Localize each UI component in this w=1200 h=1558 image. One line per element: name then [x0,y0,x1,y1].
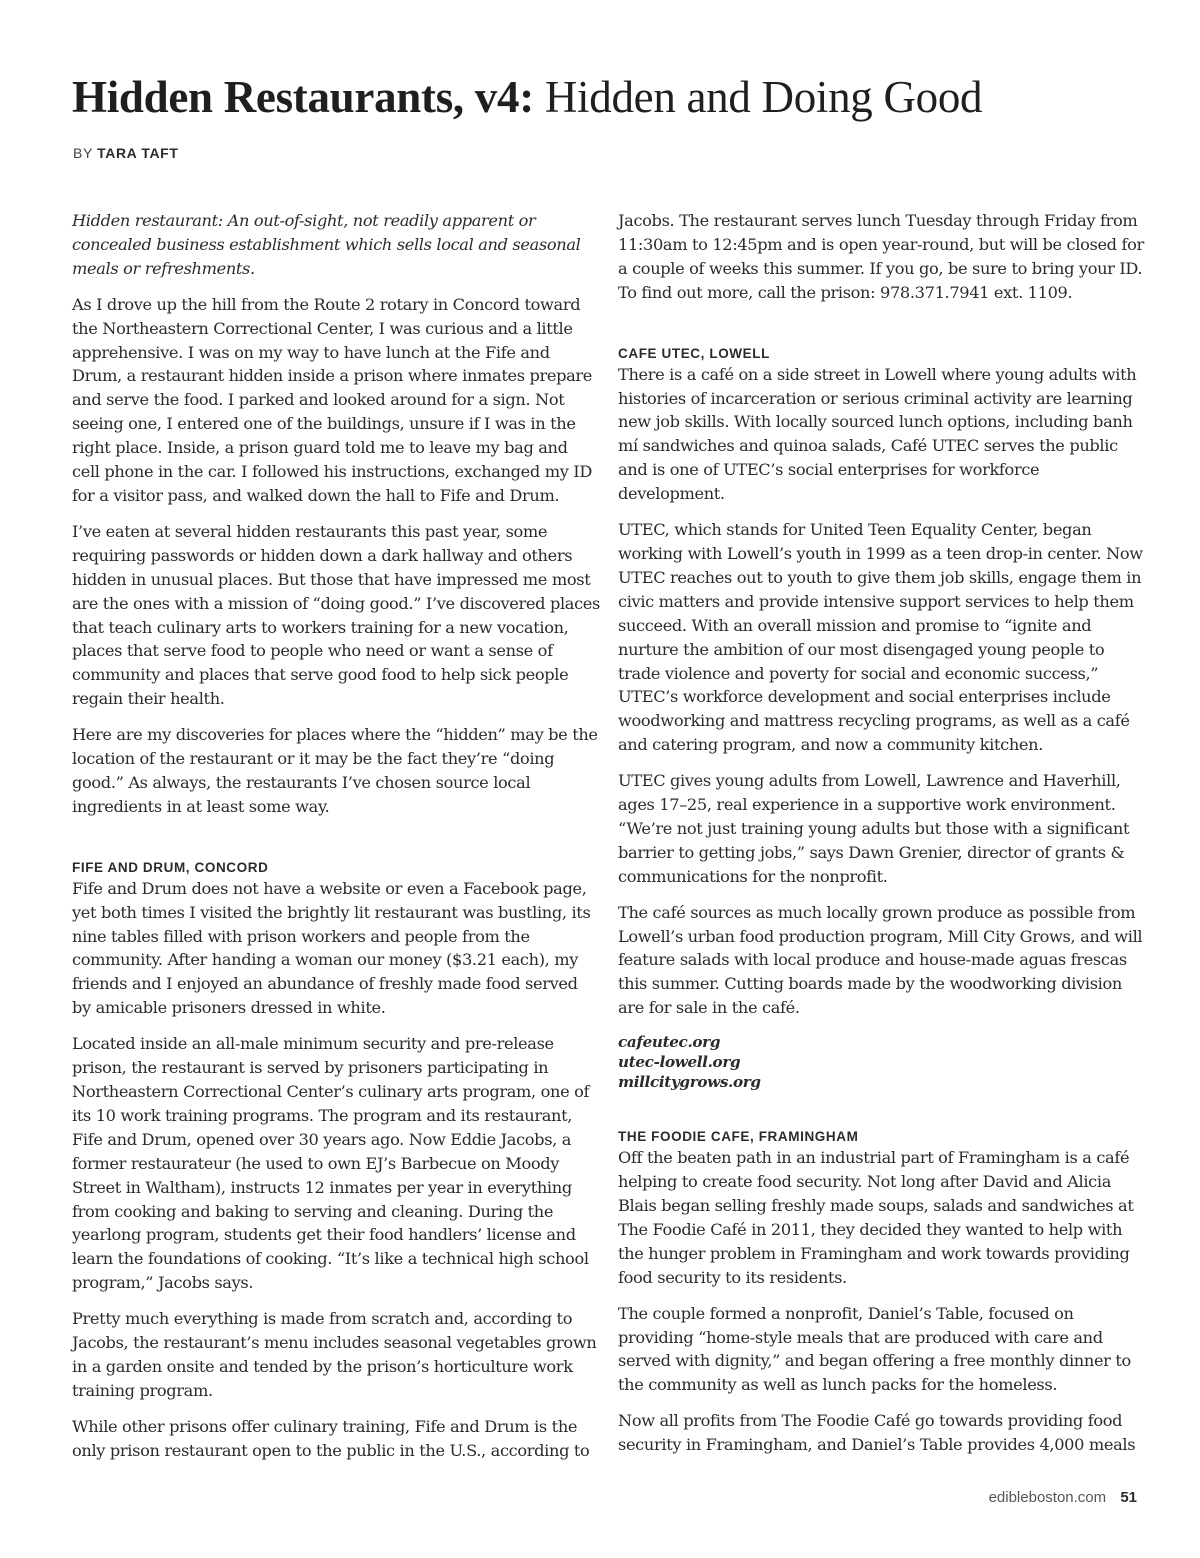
paragraph: Located inside an all-male minimum security and pre-release prison, the restaurant is served by prisoners participating in Northeastern Correctional Center’s culinary arts program, one of its 10 work training programs. The program and its restaurant, Fife and Drum, opened over 30 years ago. Now Eddie Jacobs, a former restaurateur (he used to own EJ’s Barbecue on Moody Street in Waltham), instructs 12 inmates per year in everything from cooking and baking to serving and cleaning. During the yearlong program, students get their food handlers’ license and learn the foundations of cooking. “It’s like a technical high school program,” Jacobs says. [72,1034,590,1293]
byline-prefix: BY [73,145,93,161]
left-column [72,209,600,1475]
link-utec-lowell[interactable]: utec-lowell.org [618,1053,741,1072]
paragraph: Off the beaten path in an industrial part of Framingham is a café helping to create food security. Not long after David and Alicia Blais began selling freshly made soups, salads and sandwiches at The Foodie Café in 2011, they decided they wanted to help with the hunger problem in Framingham and work towards providing food security to its residents. [618,1148,1134,1287]
paragraph: Now all profits from The Foodie Café go towards providing food security in Framingham, and Daniel’s Table provides 4,000 meals [618,1411,1136,1455]
title-bold-part: Hidden Restaurants, v4: [72,72,534,122]
section-heading-cafe-utec: CAFE UTEC, LOWELL [618,345,770,361]
paragraph: The café sources as much locally grown produce as possible from Lowell’s urban food production program, Mill City Grows, and will feature salads with local produce and house-made aguas frescas this summer. Cutting boards made by the woodworking division are for sale in the café. [618,902,1143,1018]
right-column [618,209,1146,1469]
intro-definition: Hidden restaurant: An out-of-sight, not readily apparent or concealed business establishment which sells local and seasonal meals or refreshments. [72,211,581,278]
link-millcitygrows[interactable]: millcitygrows.org [618,1073,761,1092]
article-title [72,68,1152,126]
paragraph: While other prisons offer culinary training, Fife and Drum is the only prison restaurant open to the public in the U.S., according to [72,1416,590,1460]
paragraph: UTEC gives young adults from Lowell, Lawrence and Haverhill, ages 17–25, real experience in a supportive work environment. “We’re not just training young adults but those with a significant barrier to getting jobs,” says Dawn Grenier, director of grants & communications for the nonprofit. [618,771,1130,886]
paragraph: There is a café on a side street in Lowell where young adults with histories of incarceration or serious criminal activity are learning new job skills. With locally sourced lunch options, including banh mí sandwiches and quinoa salads, Café UTEC serves the public and is one of UTEC’s social enterprises for workforce development. [618,364,1137,504]
section-heading-foodie-cafe: THE FOODIE CAFE, FRAMINGHAM [618,1129,859,1145]
byline [73,145,178,161]
website-links [618,1032,1146,1092]
paragraph: UTEC, which stands for United Teen Equality Center, began working with Lowell’s youth in 1999 as a teen drop-in center. Now UTEC reaches out to youth to give them job skills, engage them in civic matters and provide intensive support services to help them succeed. With an overall mission and promise to “ignite and nurture the ambition of our most disengaged young people to trade violence and poverty for social and economic success,” UTEC’s workforce development and social enterprises include woodworking and mattress recycling programs, as well as a café and catering program, and now a community kitchen. [618,520,1143,755]
paragraph: Jacobs. The restaurant serves lunch Tuesday through Friday from 11:30am to 12:45pm and is open year-round, but will be closed for a couple of weeks this summer. If you go, be sure to bring your ID. To find out more, call the prison: 978.371.7941 ext. 1109. [618,211,1144,302]
section-heading-fife-and-drum: FIFE AND DRUM, CONCORD [72,859,269,875]
paragraph: The couple formed a nonprofit, Daniel’s Table, focused on providing “home-style meals that are produced with care and served with dignity,” and began offering a free monthly dinner to the community as well as lunch packs for the homeless. [618,1303,1131,1395]
paragraph: I’ve eaten at several hidden restaurants this past year, some requiring passwords or hidden down a dark hallway and others hidden in unusual places. But those that have impressed me most are the ones with a mission of “doing good.” I’ve discovered places that teach culinary arts to workers training for a new vocation, places that serve food to people who need or want a sense of community and places that serve good food to help sick people regain their health. [72,521,600,709]
link-cafeutec[interactable]: cafeutec.org [618,1033,721,1052]
title-light-part: Hidden and Doing Good [544,72,983,122]
page-footer [989,1489,1137,1506]
paragraph: Here are my discoveries for places where the “hidden” may be the location of the restaurant or it may be the fact they’re “doing good.” As always, the restaurants I’ve chosen source local ingredients in at least some way. [72,725,598,816]
paragraph: As I drove up the hill from the Route 2 rotary in Concord toward the Northeastern Correctional Center, I was curious and a little apprehensive. I was on my way to have lunch at the Fife and Drum, a restaurant hidden inside a prison where inmates prepare and serve the food. I parked and looked around for a sign. Not seeing one, I entered one of the buildings, unsure if I was in the right place. Inside, a prison guard told me to leave my bag and cell phone in the car. I followed his instructions, exchanged my ID for a visitor pass, and walked down the hall to Fife and Drum. [72,294,593,505]
page-number: 51 [1120,1489,1137,1506]
byline-author: TARA TAFT [97,145,179,161]
paragraph: Fife and Drum does not have a website or even a Facebook page, yet both times I visited the brightly lit restaurant was bustling, its nine tables filled with prison workers and people from the community. After handing a woman our money ($3.21 each), my friends and I enjoyed an abundance of freshly made food served by amicable prisoners dressed in white. [72,878,591,1018]
paragraph: Pretty much everything is made from scratch and, according to Jacobs, the restaurant’s menu includes seasonal vegetables grown in a garden onsite and tended by the prison’s horticulture work training program. [72,1309,597,1400]
footer-site: edibleboston.com [988,1489,1107,1506]
